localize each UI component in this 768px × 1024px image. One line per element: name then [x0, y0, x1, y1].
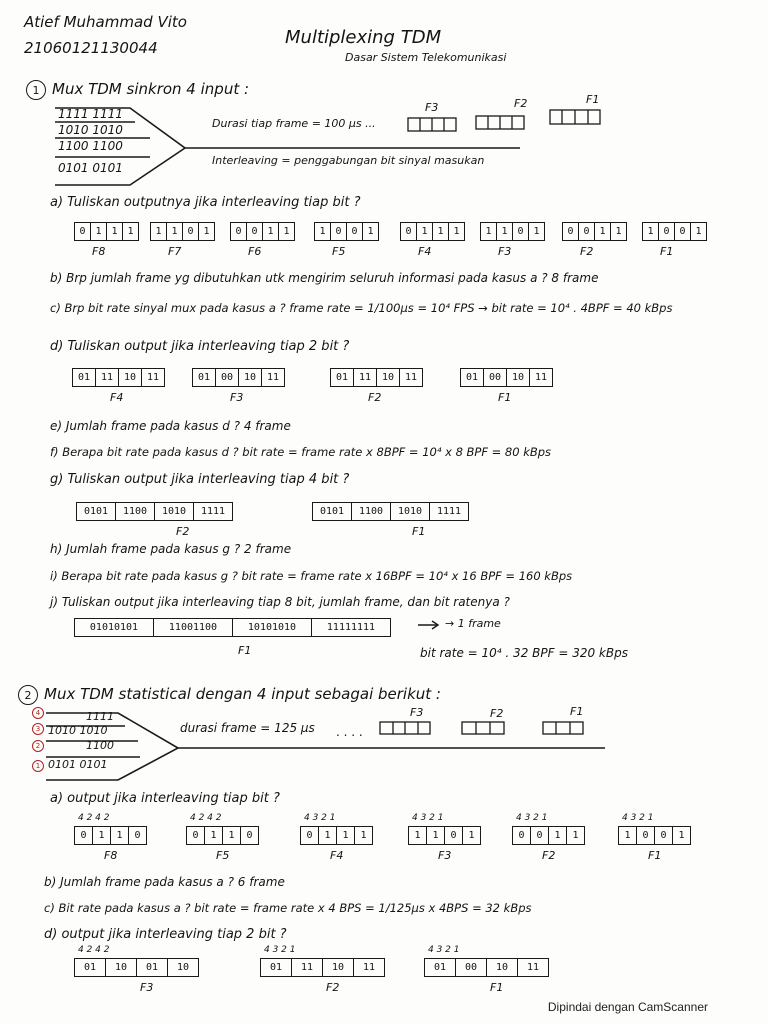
frame-cell: 01 [425, 959, 456, 976]
frame-label: F2 [176, 525, 190, 538]
frame-box [74, 958, 199, 977]
frame-cell: 1 [695, 226, 702, 237]
frame-cell: 1 [427, 827, 445, 844]
frame-cell: 0 [247, 223, 263, 240]
frame-cell: 0 [75, 827, 93, 844]
frame-cell: 1 [619, 827, 637, 844]
frame-cell: 0 [531, 827, 549, 844]
frame-cell: 1 [549, 827, 567, 844]
frame-cell: 00 [216, 369, 239, 386]
mux2-duration: durasi frame = 125 μs [180, 721, 315, 735]
q1b-text: b) Brp jumlah frame yg dibutuhkan utk mengirim seluruh informasi pada kasus a ? 8 frame [50, 271, 599, 285]
frame-label: F1 [498, 391, 512, 404]
frame-index-tags: 4 3 2 1 [412, 813, 444, 823]
frame-label: F8 [104, 849, 118, 862]
frame-cell: 0 [301, 827, 319, 844]
scanner-watermark: Dipindai dengan CamScanner [547, 1000, 708, 1014]
frame-box [480, 222, 545, 241]
frame-cell: 01 [261, 959, 292, 976]
mux1-frame-label-f3: F3 [425, 101, 439, 114]
frame-box [314, 222, 379, 241]
frame-cell: 11 [266, 372, 280, 383]
frame-box [460, 368, 553, 387]
frame-cell: 11 [146, 372, 160, 383]
frame-cell: 0 [579, 223, 595, 240]
frame-cell: 01 [331, 369, 354, 386]
frame-box [300, 826, 373, 845]
frame-box [408, 826, 481, 845]
frame-box [330, 368, 423, 387]
frame-cell: 01 [73, 369, 96, 386]
mux2-frame-label-f1: F1 [570, 705, 584, 718]
frame-label: F8 [92, 245, 106, 258]
frame-label: F4 [110, 391, 124, 404]
frame-cell: 11 [96, 369, 119, 386]
frame-cell: 1 [93, 827, 111, 844]
frame-cell: 10 [377, 369, 400, 386]
frame-cell: 11001100 [154, 619, 233, 636]
mux1-input-1: 0101 0101 [58, 161, 123, 175]
frame-cell: 0 [445, 827, 463, 844]
frame-cell: 1010 [155, 503, 194, 520]
frame-cell: 01 [75, 959, 106, 976]
frame-cell: 11 [354, 369, 377, 386]
frame-cell: 0 [75, 223, 91, 240]
frame-cell: 1 [223, 827, 241, 844]
frame-box [150, 222, 215, 241]
author-name: Atief Muhammad Vito [24, 13, 187, 31]
page-title: Multiplexing TDM [285, 27, 442, 48]
frame-cell: 1010 [391, 503, 430, 520]
mux2-input-3: 1010 1010 [48, 724, 108, 737]
frame-label: F1 [648, 849, 662, 862]
frame-cell: 1 [167, 223, 183, 240]
q1h-text: h) Jumlah frame pada kasus g ? 2 frame [50, 542, 292, 556]
frame-cell: 00 [456, 959, 487, 976]
frame-cell: 0 [675, 223, 691, 240]
frame-cell: 01 [193, 369, 216, 386]
frame-label: F3 [230, 391, 244, 404]
frame-cell: 1 [107, 223, 123, 240]
frame-cell: 0 [187, 827, 205, 844]
frame-cell: 0 [563, 223, 579, 240]
mux1-input-3: 1010 1010 [58, 123, 123, 137]
frame-index-tags: 4 3 2 1 [428, 945, 460, 955]
frame-box [260, 958, 385, 977]
frame-label: F1 [490, 981, 504, 994]
frame-label: F3 [140, 981, 154, 994]
q1d-text: d) Tuliskan output jika interleaving tiap 2 bit ? [50, 339, 350, 354]
frame-cell: 1 [678, 830, 685, 841]
frame-label: F5 [216, 849, 230, 862]
mux2-frame-label-f3: F3 [410, 706, 424, 719]
page-subtitle: Dasar Sistem Telekomunikasi [345, 51, 507, 64]
frame-cell: 0 [183, 223, 199, 240]
frame-cell: 0 [637, 827, 655, 844]
frame-cell: 1 [91, 223, 107, 240]
q1j-text: j) Tuliskan output jika interleaving tiap 8 bit, jumlah frame, dan bit ratenya ? [50, 595, 510, 609]
frame-cell: 1 [572, 830, 579, 841]
frame-cell: 1 [615, 226, 622, 237]
frame-cell: 1111 [200, 506, 226, 517]
frame-index-tags: 4 2 4 2 [190, 813, 222, 823]
mux2-input-4: 1111 [86, 710, 114, 723]
mux1-duration: Durasi tiap frame = 100 μs ... [212, 117, 376, 130]
frame-box [562, 222, 627, 241]
mux-2-frames [380, 722, 583, 734]
q1j-bitrate: bit rate = 10⁴ . 32 BPF = 320 kBps [420, 646, 628, 660]
frame-cell: 1 [481, 223, 497, 240]
frame-box [512, 826, 585, 845]
frame-cell: 11 [404, 372, 418, 383]
frame-box [186, 826, 259, 845]
mux2-frame-label-f2: F2 [490, 707, 504, 720]
q1a-text: a) Tuliskan outputnya jika interleaving tiap bit ? [50, 195, 361, 210]
frame-cell: 0 [331, 223, 347, 240]
q2a-text: a) output jika interleaving tiap bit ? [50, 791, 280, 806]
frame-label: F4 [418, 245, 432, 258]
frame-box [642, 222, 707, 241]
frame-cell: 1 [433, 223, 449, 240]
frame-cell: 11 [526, 962, 540, 973]
frame-label: F2 [542, 849, 556, 862]
frame-cell: 10 [119, 369, 142, 386]
frame-cell: 01010101 [75, 619, 154, 636]
frame-cell: 1 [409, 827, 427, 844]
frame-box [312, 502, 469, 521]
frame-cell: 1 [127, 226, 134, 237]
frame-cell: 1 [417, 223, 433, 240]
frame-box [424, 958, 549, 977]
frame-index-tags: 4 3 2 1 [622, 813, 654, 823]
q1e-text: e) Jumlah frame pada kasus d ? 4 frame [50, 419, 291, 433]
q1f-text: f) Berapa bit rate pada kasus d ? bit rate = frame rate x 8BPF = 10⁴ x 8 BPF = 80 kBps [50, 445, 552, 459]
frame-cell: 10 [487, 959, 518, 976]
frame-label: F6 [248, 245, 262, 258]
frame-cell: 0101 [313, 503, 352, 520]
frame-cell: 0 [513, 827, 531, 844]
frame-cell: 0 [134, 830, 141, 841]
frame-cell: 1 [151, 223, 167, 240]
frame-cell: 1 [533, 226, 540, 237]
frame-cell: 0 [246, 830, 253, 841]
mux1-input-2: 1100 1100 [58, 139, 123, 153]
frame-cell: 01 [137, 959, 168, 976]
frame-box [400, 222, 465, 241]
frame-index-tags: 4 2 4 2 [78, 945, 110, 955]
frame-box [230, 222, 295, 241]
frame-label: F1 [238, 644, 252, 657]
q2c-text: c) Bit rate pada kasus a ? bit rate = frame rate x 4 BPS = 1/125μs x 4BPS = 32 kBps [44, 901, 532, 915]
q1i-text: i) Berapa bit rate pada kasus g ? bit rate = frame rate x 16BPF = 10⁴ x 16 BPF = 160 kBps [50, 569, 573, 583]
frame-cell: 1 [360, 830, 367, 841]
frame-cell: 1 [315, 223, 331, 240]
frame-label: F1 [412, 525, 426, 538]
frame-index-tags: 4 2 4 2 [78, 813, 110, 823]
frame-cell: 11 [362, 962, 376, 973]
frame-box [72, 368, 165, 387]
frame-cell: 00 [484, 369, 507, 386]
mux1-interleaving: Interleaving = penggabungan bit sinyal masukan [212, 154, 485, 167]
frame-cell: 1 [205, 827, 223, 844]
frame-index-tags: 4 3 2 1 [516, 813, 548, 823]
frame-cell: 1111 [436, 506, 462, 517]
frame-cell: 1 [497, 223, 513, 240]
frame-cell: 1 [643, 223, 659, 240]
frame-label: F7 [168, 245, 182, 258]
frame-cell: 1 [468, 830, 475, 841]
frame-cell: 10 [507, 369, 530, 386]
frame-cell: 10 [176, 962, 190, 973]
student-id: 21060121130044 [24, 39, 158, 57]
input-marker-4: 4 [32, 707, 44, 719]
mux2-input-1: 0101 0101 [48, 758, 108, 771]
frame-cell: 0 [347, 223, 363, 240]
section-2-title: Mux TDM statistical dengan 4 input sebagai berikut : [44, 685, 441, 703]
frame-cell: 0 [655, 827, 673, 844]
section-1-number: 1 [26, 80, 46, 100]
q1g-text: g) Tuliskan output jika interleaving tiap 4 bit ? [50, 472, 350, 487]
input-marker-2: 2 [32, 740, 44, 752]
arrow-1j [418, 621, 438, 629]
frame-cell: 11 [292, 959, 323, 976]
frame-box [192, 368, 285, 387]
frame-label: F4 [330, 849, 344, 862]
frame-cell: 01 [461, 369, 484, 386]
frame-cell: 10 [239, 369, 262, 386]
mux2-ellipsis: . . . . [336, 725, 363, 739]
frame-cell: 1 [319, 827, 337, 844]
frame-cell: 0 [231, 223, 247, 240]
q2d-text: d) output jika interleaving tiap 2 bit ? [44, 927, 287, 942]
mux1-input-4: 1111 1111 [58, 107, 123, 121]
section-1-title: Mux TDM sinkron 4 input : [52, 80, 250, 98]
frame-cell: 1 [283, 226, 290, 237]
frame-cell: 10101010 [233, 619, 312, 636]
frame-cell: 1 [263, 223, 279, 240]
frame-label: F2 [368, 391, 382, 404]
q1j-arrow-text: → 1 frame [445, 617, 501, 630]
frame-cell: 10 [106, 959, 137, 976]
frame-label: F2 [326, 981, 340, 994]
frame-cell: 1 [453, 226, 460, 237]
frame-box [74, 618, 391, 637]
frame-index-tags: 4 3 2 1 [264, 945, 296, 955]
q1c-text: c) Brp bit rate sinyal mux pada kasus a ? frame rate = 1/100μs = 10⁴ FPS → bit rate = 10⁴ . 4BPF = 40 kBps [50, 301, 673, 315]
frame-label: F3 [438, 849, 452, 862]
mux1-frame-label-f1: F1 [586, 93, 600, 106]
frame-box [618, 826, 691, 845]
frame-cell: 0101 [77, 503, 116, 520]
frame-label: F2 [580, 245, 594, 258]
frame-cell: 0 [401, 223, 417, 240]
frame-cell: 1 [203, 226, 210, 237]
frame-cell: 1100 [352, 503, 391, 520]
frame-cell: 1 [367, 226, 374, 237]
input-marker-1: 1 [32, 760, 44, 772]
frame-box [76, 502, 233, 521]
frame-cell: 1 [595, 223, 611, 240]
mux2-input-2: 1100 [86, 739, 114, 752]
q2b-text: b) Jumlah frame pada kasus a ? 6 frame [44, 875, 285, 889]
frame-index-tags: 4 3 2 1 [304, 813, 336, 823]
section-2-number: 2 [18, 685, 38, 705]
frame-label: F1 [660, 245, 674, 258]
frame-cell: 10 [323, 959, 354, 976]
frame-cell: 0 [659, 223, 675, 240]
mux1-frame-label-f2: F2 [514, 97, 528, 110]
frame-cell: 11111111 [326, 622, 376, 633]
frame-label: F5 [332, 245, 346, 258]
input-marker-3: 3 [32, 723, 44, 735]
frame-label: F3 [498, 245, 512, 258]
frame-cell: 11 [534, 372, 548, 383]
frame-cell: 1100 [116, 503, 155, 520]
frame-cell: 1 [337, 827, 355, 844]
frame-box [74, 826, 147, 845]
frame-cell: 0 [513, 223, 529, 240]
frame-box [74, 222, 139, 241]
frame-cell: 1 [111, 827, 129, 844]
